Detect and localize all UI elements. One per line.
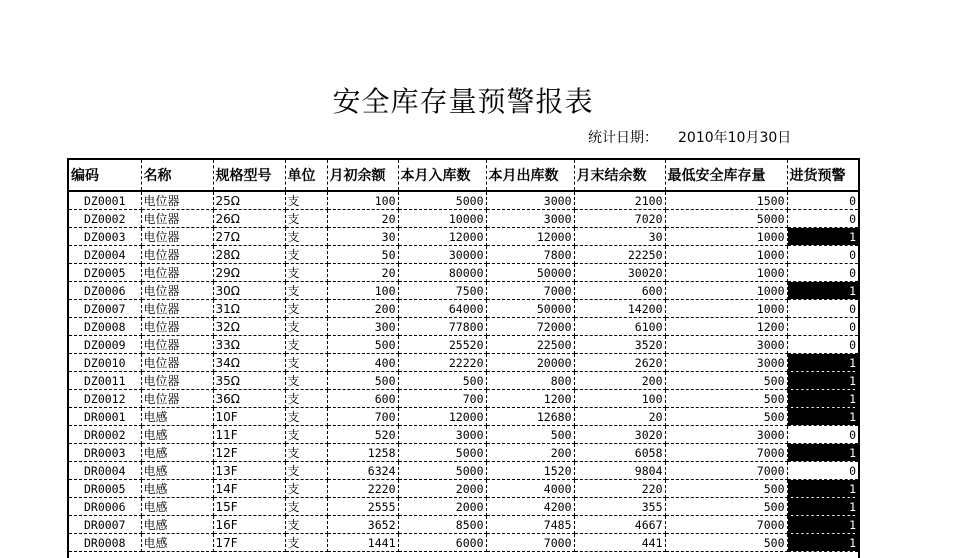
table-body: [69, 191, 858, 552]
table-cell[interactable]: 2620: [574, 354, 665, 372]
table-cell[interactable]: 441: [574, 534, 665, 552]
table-cell[interactable]: 电位器: [141, 191, 213, 210]
table-cell[interactable]: 电位器: [141, 390, 213, 408]
table-cell[interactable]: DZ0005: [69, 264, 141, 282]
report-title: 安全库存量预警报表: [332, 85, 594, 118]
table-cell[interactable]: 6324: [327, 462, 398, 480]
table-cell[interactable]: DZ0001: [69, 191, 141, 210]
table-cell[interactable]: 500: [327, 372, 398, 390]
table-cell[interactable]: 1000: [665, 300, 787, 318]
table-cell[interactable]: DR0001: [69, 408, 141, 426]
table-cell[interactable]: DZ0008: [69, 318, 141, 336]
table-cell[interactable]: 12000: [486, 228, 574, 246]
table-cell[interactable]: DR0002: [69, 426, 141, 444]
column-header[interactable]: 规格型号: [213, 160, 285, 191]
table-row: [69, 318, 858, 336]
table-cell[interactable]: 电位器: [141, 210, 213, 228]
table-cell[interactable]: 77800: [398, 318, 486, 336]
table-cell[interactable]: 36Ω: [213, 390, 285, 408]
table-cell[interactable]: 电感: [141, 480, 213, 498]
table-cell[interactable]: 2000: [398, 480, 486, 498]
table-cell[interactable]: 1200: [486, 390, 574, 408]
table-cell[interactable]: 3000: [665, 426, 787, 444]
table-cell[interactable]: DZ0012: [69, 390, 141, 408]
table-cell[interactable]: 25520: [398, 336, 486, 354]
table-cell[interactable]: 5000: [665, 210, 787, 228]
table-cell[interactable]: 2555: [327, 498, 398, 516]
table-cell[interactable]: 35Ω: [213, 372, 285, 390]
table-cell[interactable]: 12000: [398, 228, 486, 246]
table-cell[interactable]: 6100: [574, 318, 665, 336]
alert-cell[interactable]: 0: [787, 191, 858, 210]
table-cell[interactable]: 500: [398, 372, 486, 390]
alert-cell[interactable]: 0: [787, 246, 858, 264]
inventory-table: [69, 160, 858, 552]
table-cell[interactable]: 1500: [665, 191, 787, 210]
table-cell[interactable]: 支: [285, 462, 327, 480]
table-cell[interactable]: 33Ω: [213, 336, 285, 354]
stat-date-label: 统计日期：: [588, 130, 658, 146]
table-cell[interactable]: 支: [285, 426, 327, 444]
table-cell[interactable]: DZ0007: [69, 300, 141, 318]
table-cell[interactable]: 500: [486, 426, 574, 444]
table-cell[interactable]: 30: [327, 228, 398, 246]
table-cell[interactable]: 1520: [486, 462, 574, 480]
table-cell[interactable]: DR0004: [69, 462, 141, 480]
table-cell[interactable]: 7000: [665, 462, 787, 480]
table-cell[interactable]: 4200: [486, 498, 574, 516]
column-header[interactable]: 单位: [285, 160, 327, 191]
table-cell[interactable]: 支: [285, 246, 327, 264]
table-cell[interactable]: 支: [285, 191, 327, 210]
table-cell[interactable]: 7020: [574, 210, 665, 228]
table-cell[interactable]: 电感: [141, 534, 213, 552]
table-cell[interactable]: 电位器: [141, 246, 213, 264]
table-cell[interactable]: 2100: [574, 191, 665, 210]
table-cell[interactable]: 32Ω: [213, 318, 285, 336]
table-cell[interactable]: 电位器: [141, 264, 213, 282]
table-cell[interactable]: 600: [327, 390, 398, 408]
table-cell[interactable]: 支: [285, 264, 327, 282]
alert-cell[interactable]: 1: [787, 408, 858, 426]
table-cell[interactable]: 支: [285, 228, 327, 246]
table-cell[interactable]: 500: [665, 480, 787, 498]
table-row: [69, 246, 858, 264]
table-cell[interactable]: DR0008: [69, 534, 141, 552]
inventory-table-frame: [67, 158, 860, 558]
table-cell[interactable]: 1441: [327, 534, 398, 552]
table-cell[interactable]: 5000: [398, 444, 486, 462]
table-cell[interactable]: 12F: [213, 444, 285, 462]
table-cell[interactable]: 30Ω: [213, 282, 285, 300]
table-cell[interactable]: 10F: [213, 408, 285, 426]
column-header[interactable]: 进货预警: [787, 160, 858, 191]
table-cell[interactable]: 3000: [665, 336, 787, 354]
table-row: [69, 444, 858, 462]
table-cell[interactable]: 200: [327, 300, 398, 318]
table-cell[interactable]: 25Ω: [213, 191, 285, 210]
table-row: [69, 462, 858, 480]
table-cell[interactable]: 200: [574, 372, 665, 390]
table-cell[interactable]: 200: [486, 444, 574, 462]
table-cell[interactable]: 20000: [486, 354, 574, 372]
table-cell[interactable]: 100: [574, 390, 665, 408]
table-cell[interactable]: 1000: [665, 282, 787, 300]
table-cell[interactable]: 31Ω: [213, 300, 285, 318]
table-cell[interactable]: 支: [285, 210, 327, 228]
table-cell[interactable]: DZ0010: [69, 354, 141, 372]
table-cell[interactable]: 14F: [213, 480, 285, 498]
table-cell[interactable]: 电位器: [141, 282, 213, 300]
table-cell[interactable]: 7800: [486, 246, 574, 264]
table-cell[interactable]: 1000: [665, 246, 787, 264]
table-row: [69, 210, 858, 228]
table-cell[interactable]: 电位器: [141, 354, 213, 372]
table-cell[interactable]: 电位器: [141, 318, 213, 336]
table-row: [69, 354, 858, 372]
table-cell[interactable]: 29Ω: [213, 264, 285, 282]
table-cell[interactable]: 30: [574, 228, 665, 246]
table-cell[interactable]: 700: [327, 408, 398, 426]
table-cell[interactable]: 20: [327, 264, 398, 282]
table-cell[interactable]: 电感: [141, 426, 213, 444]
table-row: [69, 498, 858, 516]
alert-cell[interactable]: 0: [787, 210, 858, 228]
table-cell[interactable]: 支: [285, 534, 327, 552]
alert-cell[interactable]: 0: [787, 462, 858, 480]
table-cell[interactable]: 7485: [486, 516, 574, 534]
table-cell[interactable]: 27Ω: [213, 228, 285, 246]
alert-cell[interactable]: 1: [787, 534, 858, 552]
table-cell[interactable]: 20: [327, 210, 398, 228]
table-cell[interactable]: 500: [327, 336, 398, 354]
table-cell[interactable]: 3652: [327, 516, 398, 534]
table-cell[interactable]: 13F: [213, 462, 285, 480]
table-cell[interactable]: 7000: [486, 534, 574, 552]
table-cell[interactable]: 支: [285, 318, 327, 336]
table-cell[interactable]: DR0007: [69, 516, 141, 534]
table-row: [69, 372, 858, 390]
column-header[interactable]: 编码: [69, 160, 141, 191]
table-cell[interactable]: 1258: [327, 444, 398, 462]
table-cell[interactable]: 72000: [486, 318, 574, 336]
table-cell[interactable]: 220: [574, 480, 665, 498]
table-cell[interactable]: 22500: [486, 336, 574, 354]
table-row: [69, 408, 858, 426]
table-cell[interactable]: 支: [285, 336, 327, 354]
table-cell[interactable]: 500: [665, 498, 787, 516]
table-cell[interactable]: 支: [285, 444, 327, 462]
table-cell[interactable]: 3000: [486, 191, 574, 210]
table-cell[interactable]: 电位器: [141, 228, 213, 246]
table-cell[interactable]: 6000: [398, 534, 486, 552]
table-cell[interactable]: 500: [665, 390, 787, 408]
table-cell[interactable]: 355: [574, 498, 665, 516]
table-cell[interactable]: 3020: [574, 426, 665, 444]
table-cell[interactable]: 电位器: [141, 300, 213, 318]
table-cell[interactable]: DZ0006: [69, 282, 141, 300]
table-cell[interactable]: 30020: [574, 264, 665, 282]
table-cell[interactable]: 500: [665, 408, 787, 426]
table-cell[interactable]: 22250: [574, 246, 665, 264]
table-cell[interactable]: 7000: [665, 516, 787, 534]
table-cell[interactable]: 支: [285, 282, 327, 300]
table-cell[interactable]: 50000: [486, 300, 574, 318]
alert-cell[interactable]: 1: [787, 480, 858, 498]
table-cell[interactable]: 4667: [574, 516, 665, 534]
table-cell[interactable]: 2000: [398, 498, 486, 516]
table-cell[interactable]: 支: [285, 300, 327, 318]
table-cell[interactable]: 支: [285, 480, 327, 498]
alert-cell[interactable]: 1: [787, 228, 858, 246]
table-cell[interactable]: 电感: [141, 498, 213, 516]
table-cell[interactable]: 22220: [398, 354, 486, 372]
table-cell[interactable]: 100: [327, 191, 398, 210]
alert-cell[interactable]: 1: [787, 282, 858, 300]
table-cell[interactable]: 3000: [486, 210, 574, 228]
table-row: [69, 336, 858, 354]
table-cell[interactable]: 15F: [213, 498, 285, 516]
table-cell[interactable]: 支: [285, 372, 327, 390]
table-cell[interactable]: DZ0009: [69, 336, 141, 354]
alert-cell[interactable]: 0: [787, 318, 858, 336]
table-cell[interactable]: 支: [285, 354, 327, 372]
table-cell[interactable]: 520: [327, 426, 398, 444]
table-cell[interactable]: 支: [285, 516, 327, 534]
table-cell[interactable]: 17F: [213, 534, 285, 552]
table-cell[interactable]: 电感: [141, 408, 213, 426]
alert-cell[interactable]: 1: [787, 516, 858, 534]
column-header[interactable]: 月末结余数: [574, 160, 665, 191]
alert-cell[interactable]: 0: [787, 336, 858, 354]
table-cell[interactable]: 支: [285, 498, 327, 516]
table-cell[interactable]: 支: [285, 408, 327, 426]
table-cell[interactable]: 电感: [141, 516, 213, 534]
alert-cell[interactable]: 1: [787, 354, 858, 372]
table-row: [69, 191, 858, 210]
table-cell[interactable]: DR0006: [69, 498, 141, 516]
table-cell[interactable]: 12680: [486, 408, 574, 426]
table-cell[interactable]: 电感: [141, 444, 213, 462]
alert-cell[interactable]: 1: [787, 498, 858, 516]
table-cell[interactable]: 5000: [398, 462, 486, 480]
table-cell[interactable]: 50000: [486, 264, 574, 282]
table-cell[interactable]: 400: [327, 354, 398, 372]
table-cell[interactable]: 4000: [486, 480, 574, 498]
table-cell[interactable]: 电位器: [141, 372, 213, 390]
table-cell[interactable]: 500: [665, 534, 787, 552]
table-row: [69, 426, 858, 444]
table-row: [69, 264, 858, 282]
table-cell[interactable]: 500: [665, 372, 787, 390]
table-cell[interactable]: 100: [327, 282, 398, 300]
table-cell[interactable]: DR0005: [69, 480, 141, 498]
table-cell[interactable]: 12000: [398, 408, 486, 426]
table-header-row: [69, 160, 858, 191]
alert-cell[interactable]: 0: [787, 300, 858, 318]
table-cell[interactable]: 14200: [574, 300, 665, 318]
table-row: [69, 480, 858, 498]
column-header[interactable]: 最低安全库存量: [665, 160, 787, 191]
table-cell[interactable]: DZ0003: [69, 228, 141, 246]
table-cell[interactable]: DZ0011: [69, 372, 141, 390]
table-cell[interactable]: 20: [574, 408, 665, 426]
table-cell[interactable]: 700: [398, 390, 486, 408]
table-cell[interactable]: 8500: [398, 516, 486, 534]
table-cell[interactable]: 50: [327, 246, 398, 264]
table-cell[interactable]: 电感: [141, 462, 213, 480]
table-cell[interactable]: 11F: [213, 426, 285, 444]
table-cell[interactable]: 30000: [398, 246, 486, 264]
column-header[interactable]: 月初余额: [327, 160, 398, 191]
table-cell[interactable]: 6058: [574, 444, 665, 462]
table-cell[interactable]: 3000: [665, 354, 787, 372]
table-cell[interactable]: 2220: [327, 480, 398, 498]
table-cell[interactable]: 34Ω: [213, 354, 285, 372]
table-cell[interactable]: 26Ω: [213, 210, 285, 228]
table-row: [69, 534, 858, 552]
table-cell[interactable]: 1000: [665, 264, 787, 282]
table-cell[interactable]: 电位器: [141, 336, 213, 354]
table-cell[interactable]: 28Ω: [213, 246, 285, 264]
table-cell[interactable]: 7000: [486, 282, 574, 300]
alert-cell[interactable]: 1: [787, 444, 858, 462]
table-cell[interactable]: 1000: [665, 228, 787, 246]
table-row: [69, 282, 858, 300]
table-cell[interactable]: DR0003: [69, 444, 141, 462]
table-cell[interactable]: 9804: [574, 462, 665, 480]
table-cell[interactable]: 64000: [398, 300, 486, 318]
table-cell[interactable]: DZ0004: [69, 246, 141, 264]
table-cell[interactable]: 16F: [213, 516, 285, 534]
column-header[interactable]: 名称: [141, 160, 213, 191]
table-cell[interactable]: DZ0002: [69, 210, 141, 228]
table-row: [69, 228, 858, 246]
column-header[interactable]: 本月入库数: [398, 160, 486, 191]
column-header[interactable]: 本月出库数: [486, 160, 574, 191]
table-cell[interactable]: 80000: [398, 264, 486, 282]
alert-cell[interactable]: 1: [787, 372, 858, 390]
table-cell[interactable]: 3000: [398, 426, 486, 444]
table-cell[interactable]: 600: [574, 282, 665, 300]
table-row: [69, 390, 858, 408]
table-cell[interactable]: 5000: [398, 191, 486, 210]
table-cell[interactable]: 3520: [574, 336, 665, 354]
alert-cell[interactable]: 0: [787, 426, 858, 444]
alert-cell[interactable]: 1: [787, 390, 858, 408]
table-cell[interactable]: 800: [486, 372, 574, 390]
table-row: [69, 300, 858, 318]
stat-date-value: 2010年10月30日: [678, 130, 792, 146]
table-cell[interactable]: 7000: [665, 444, 787, 462]
table-cell[interactable]: 10000: [398, 210, 486, 228]
table-cell[interactable]: 1200: [665, 318, 787, 336]
table-cell[interactable]: 300: [327, 318, 398, 336]
table-cell[interactable]: 7500: [398, 282, 486, 300]
table-row: [69, 516, 858, 534]
table-cell[interactable]: 支: [285, 390, 327, 408]
alert-cell[interactable]: 0: [787, 264, 858, 282]
